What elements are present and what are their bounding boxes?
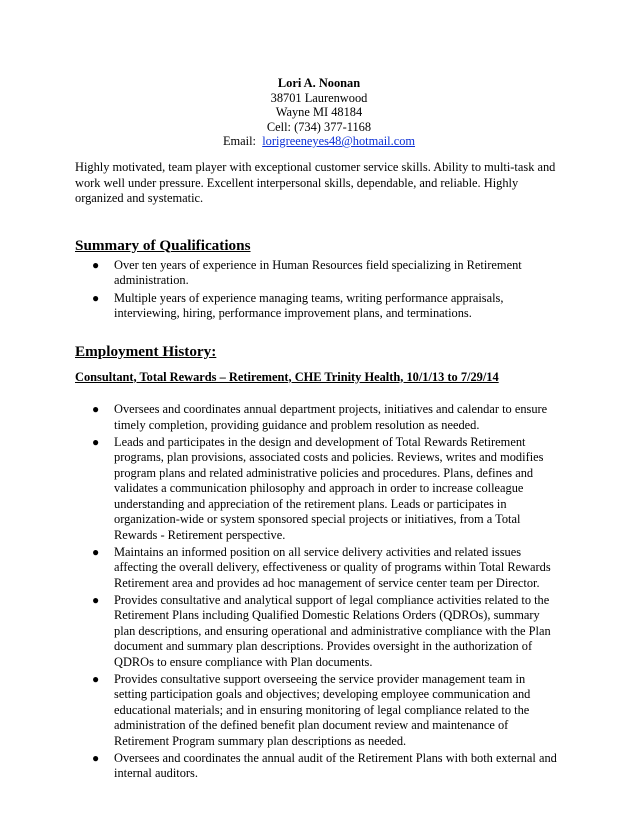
list-item bbox=[75, 291, 561, 322]
list-item-text: Oversees and coordinates annual department projects, initiatives and calendar to ensure timely completion, providing guidance and problem resolution as needed. bbox=[114, 402, 548, 432]
bullet-icon: ● bbox=[92, 671, 100, 686]
list-item bbox=[75, 751, 561, 782]
bullet-icon: ● bbox=[92, 257, 100, 272]
email-link[interactable]: lorigreeneyes48@hotmail.com bbox=[262, 134, 416, 148]
summary-paragraph: Highly motivated, team player with exceptional customer service skills. Ability to multi-task and work well under pressure. Excellent interpersonal skills, dependable, and reliable. Highly organized and systematic. bbox=[75, 160, 556, 205]
cell-phone: Cell: (734) 377-1168 bbox=[266, 119, 372, 134]
list-item-text: Provides consultative support overseeing the service provider management team in setting participation goals and objectives; developing employee communication and educational materials; and in ensuring monitoring of legal compliance related to the administration of the defined benefit plan document review and maintenance of Retirement Program summary plan descriptions as needed. bbox=[114, 671, 531, 748]
bullet-icon: ● bbox=[92, 290, 100, 305]
bullet-icon: ● bbox=[92, 434, 100, 449]
list-item-text: Provides consultative and analytical support of legal compliance activities related to the Retirement Plans including Qualified Domestic Relations Orders (QDROs), summary plan descriptions, and ensuring operational and administrative compliance with the Plan document and summary plan descriptions. Provides oversight in the authorization of QDROs to ensure compliance with Plan documents. bbox=[114, 592, 551, 669]
resume-body bbox=[75, 160, 561, 783]
list-item bbox=[75, 435, 561, 544]
list-item-text: Multiple years of experience managing teams, writing performance appraisals, interviewing, hiring, performance improvement plans, and terminations. bbox=[114, 290, 504, 320]
list-item bbox=[75, 545, 561, 592]
contact-header bbox=[0, 76, 638, 149]
list-item-text: Maintains an informed position on all service delivery activities and related issues affecting the overall delivery, effectiveness or quality of programs within Total Rewards Retirement area and provides ad hoc management of service center team per Director. bbox=[114, 544, 551, 590]
bullet-icon: ● bbox=[92, 544, 100, 559]
list-item bbox=[75, 593, 561, 671]
list-item-text: Oversees and coordinates the annual audit of the Retirement Plans with both external and internal auditors. bbox=[114, 750, 557, 780]
employment-heading: Employment History: bbox=[75, 342, 217, 360]
list-item-text: Over ten years of experience in Human Resources field specializing in Retirement administration. bbox=[114, 257, 522, 287]
bullet-icon: ● bbox=[92, 750, 100, 765]
list-item-text: Leads and participates in the design and development of Total Rewards Retirement programs, plan provisions, associated costs and policies. Reviews, writes and modifies program plans and related administrative policies and procedures. Plans, defines and validates a communication philosophy and approach in order to increase colleague understanding and appreciation of the retirement plans. Leads or participates in organization-wide or system sponsored special projects or initiatives, from a Total Rewards - Retirement perspective. bbox=[114, 434, 544, 542]
candidate-name: Lori A. Noonan bbox=[277, 76, 361, 90]
qualifications-list bbox=[75, 258, 561, 322]
bullet-icon: ● bbox=[92, 402, 100, 416]
bullet-icon: ● bbox=[92, 592, 100, 607]
email-label: Email: bbox=[222, 134, 256, 148]
email-line bbox=[0, 134, 638, 149]
job-title: Consultant, Total Rewards – Retirement, CHE Trinity Health, 10/1/13 to 7/29/14 bbox=[75, 369, 499, 384]
list-item bbox=[75, 402, 561, 433]
street-address: 38701 Laurenwood bbox=[270, 90, 368, 105]
duties-list bbox=[75, 402, 561, 782]
qualifications-heading: Summary of Qualifications bbox=[75, 236, 251, 254]
list-item bbox=[75, 672, 561, 750]
city-state-zip: Wayne MI 48184 bbox=[275, 105, 363, 119]
list-item bbox=[75, 258, 561, 289]
